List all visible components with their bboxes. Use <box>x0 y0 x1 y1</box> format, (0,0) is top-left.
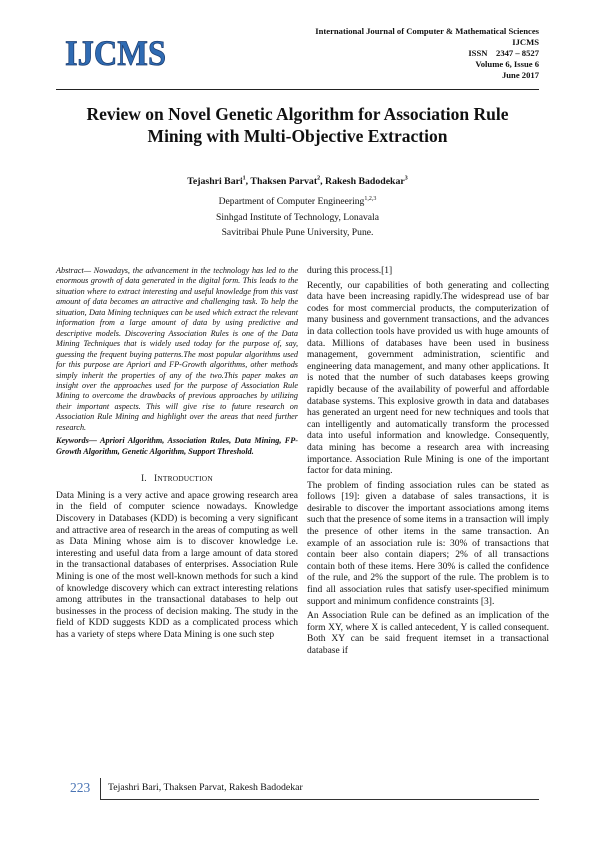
author-name: Thaksen Parvat <box>250 176 318 187</box>
affiliation <box>56 194 539 241</box>
paper-title-line-1: Review on Novel Genetic Algorithm for Association Rule <box>86 104 509 124</box>
paper-title <box>56 103 539 147</box>
intro-paragraph: Data Mining is a very active and apace growing research area in the field of computer science nowadays. Knowledge Discovery in Databases (KDD) is becoming a very significant and attractive area of research in the areas of computing as well as Data Mining whose aim is to discover knowledge i.e. interesting and useful data from a large amount of data stored in the transactional databases of enterprises. Association Rule Mining is one of the most well-known methods for such a kind of knowledge discovery which can extract interesting relations among attributes in the transactional databases to help out businesses in the process of decision making. The study in the field of KDD suggests KDD as a complicated process which has a variety of steps where Data Mining is one such step <box>56 490 298 640</box>
author-name: Tejashri Bari <box>187 176 243 187</box>
author-sup: 2 <box>317 175 321 182</box>
footer-authors: Tejashri Bari, Thaksen Parvat, Rakesh Badodekar <box>108 782 303 793</box>
journal-name: International Journal of Computer & Mathematical Sciences <box>315 26 539 36</box>
affiliation-department: Department of Computer Engineering <box>218 196 365 207</box>
body-paragraph: An Association Rule can be defined as an implication of the form XY, where X is called antecedent, Y is called consequent. Both XY can be said frequent itemset in a transactional database if <box>307 611 549 656</box>
page-footer <box>56 776 539 800</box>
affiliation-institute: Sinhgad Institute of Technology, Lonavala <box>216 211 379 223</box>
abstract: Abstract— Nowadays, the advancement in the technology has led to the enormous growth of data generated in the digital form. This leads to the situation where to extract interesting and useful knowledge from this vast amount of data becomes an attractive and challenging task. To help the situation, Data Mining techniques can be used which extract the relevant information from a large amount of data by using predictive and descriptive models. Discovering Association Rules is one of the Data Mining Techniques that is widely used today for the purpose of, say, guessing the frequent buying patterns.The most popular algorithms used for this purpose are Apriori and FP-Growth algorithms, other methods simply inherit the properties of any of the two.This paper makes an insight over the approaches used for the purpose of Association Rule Mining to overcome the drawbacks of previous approaches by utilizing their important aspects. This will give rise to future research on Association Rule Mining and highlight over the areas that need further research. <box>56 266 298 432</box>
journal-volume: Volume 6, Issue 6 <box>475 59 539 69</box>
header-divider <box>56 89 539 90</box>
page-number: 223 <box>70 780 91 795</box>
left-column <box>56 266 298 644</box>
footer-horizontal-rule <box>100 799 539 800</box>
section-numeral: I. <box>141 473 147 484</box>
ijcms-logo-graphic <box>63 32 168 72</box>
author-list: Tejashri Bari$^1$, Thaksen Parvat$^2$, Rakesh Badodekar$^3$ <box>187 175 408 187</box>
right-column <box>307 266 549 661</box>
author-sup: 3 <box>404 175 408 182</box>
paper-title-line-2: Mining with Multi-Objective Extraction <box>147 126 448 146</box>
journal-info <box>315 26 539 81</box>
body-paragraph: Recently, our capabilities of both generating and collecting data have been increasing rapidly.The widespread use of bar codes for most commercial products, the computerization of many business and government transactions, and the advances in data collection tools have provided us with huge amounts of data. Millions of databases have been used in business management, government administration, scientific and engineering data management, and many other applications. It is noted that the number of such databases keeps growing rapidly because of the availability of powerful and affordable database systems. This explosive growth in data and databases has generated an urgent need for new techniques and tools that can intelligently and automatically transform the processed data into useful information and knowledge. Consequently, data mining has become a research area with increasing importance. Association Rule Mining is one of the important factor for data mining. <box>307 280 549 477</box>
section-title-first: I <box>154 473 158 484</box>
body-paragraph: during this process.[1] <box>307 266 393 276</box>
footer-vertical-rule <box>100 778 101 800</box>
journal-issn: ISSN 2347 – 8527 <box>468 48 539 58</box>
author-name: Rakesh Badodekar <box>325 176 405 187</box>
author-sup: 1 <box>242 175 246 182</box>
logo-text: IJCMS <box>65 33 166 72</box>
section-title-rest: NTRODUCTION <box>157 474 213 484</box>
keywords: Keywords— Apriori Algorithm, Association Rules, Data Mining, FP-Growth Algorithm, Genetic Algorithm, Support Threshold. <box>56 436 298 456</box>
journal-logo <box>63 32 168 72</box>
section-heading-introduction <box>56 473 298 485</box>
body-paragraph: The problem of finding association rules can be stated as follows [19]: given a database of sales transactions, it is desirable to discover the important associations among items such that the presence of some items in a transaction will imply the presence of other items in the same transaction. An example of an association rule is: 30% of transactions that contain beer also contain diapers; 2% of all transactions contain both of these items. Here 30% is called the confidence of the rule, and 2% the support of the rule. The problem is to find all association rules that satisfy user-specified minimum support and minimum confidence constraints [3]. <box>307 480 549 607</box>
journal-date: June 2017 <box>501 70 539 80</box>
journal-abbrev: IJCMS <box>512 37 539 47</box>
affiliation-university: Savitribai Phule Pune University, Pune. <box>221 227 374 238</box>
affiliation-sup: 1,2,3 <box>364 195 377 202</box>
